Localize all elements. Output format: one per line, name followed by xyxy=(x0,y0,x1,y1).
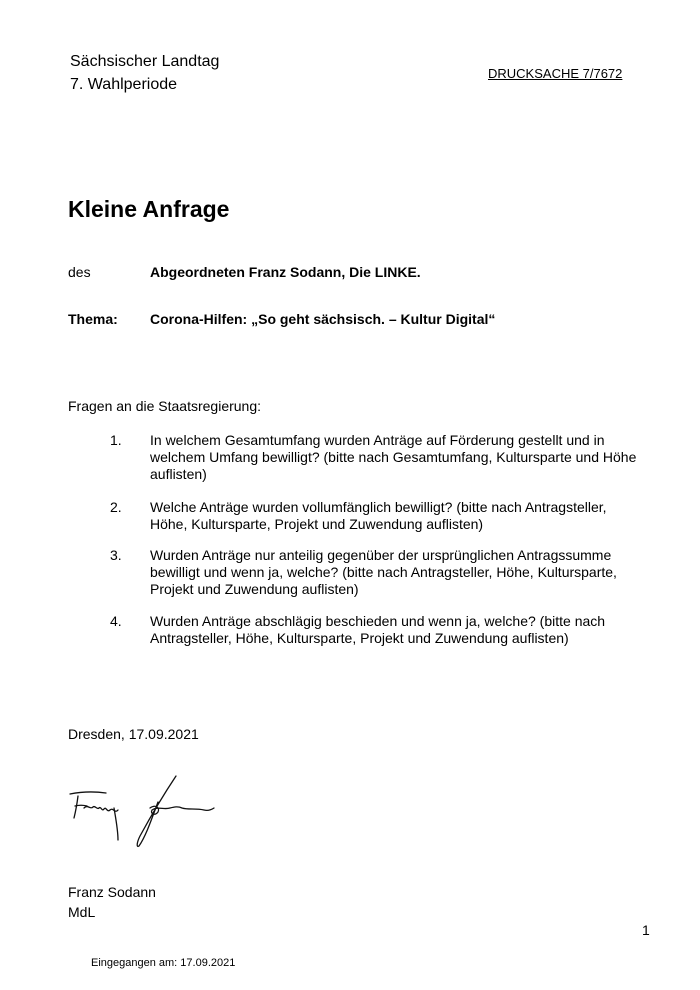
signature-image xyxy=(66,774,226,854)
question-line: Antragsteller, Höhe, Kultursparte, Projekt und Zuwendung auflisten) xyxy=(150,630,569,646)
question-line: welchem Umfang bewilligt? (bitte nach Gesamtumfang, Kultursparte und Höhe xyxy=(150,449,637,465)
question-line: Wurden Anträge nur anteilig gegenüber der ursprünglichen Antragssumme xyxy=(150,547,612,563)
header-period: 7. Wahlperiode xyxy=(70,76,178,93)
document-title: Kleine Anfrage xyxy=(68,196,230,222)
question-line: Welche Anträge wurden vollumfänglich bewilligt? (bitte nach Antragsteller, xyxy=(150,499,607,515)
des-value: Abgeordneten Franz Sodann, Die LINKE. xyxy=(150,264,421,280)
page-number: 1 xyxy=(642,922,650,938)
signer-role: MdL xyxy=(68,904,96,920)
header-parliament: Sächsischer Landtag xyxy=(70,53,220,70)
question-line: bewilligt und wenn ja, welche? (bitte nach Antragsteller, Höhe, Kultursparte, xyxy=(150,564,617,580)
question-number: 3. xyxy=(110,547,122,563)
question-text xyxy=(150,613,650,647)
question-line: Projekt und Zuwendung auflisten) xyxy=(150,581,359,597)
question-line: Höhe, Kultursparte, Projekt und Zuwendung auflisten) xyxy=(150,516,484,532)
question-number: 1. xyxy=(110,432,122,448)
question-text xyxy=(150,547,650,598)
question-line: Wurden Anträge abschlägig beschieden und wenn ja, welche? (bitte nach xyxy=(150,613,606,629)
question-text xyxy=(150,499,650,533)
signer-name: Franz Sodann xyxy=(68,884,156,900)
question-line: auflisten) xyxy=(150,466,207,482)
question-number: 4. xyxy=(110,613,122,629)
des-label: des xyxy=(68,264,91,280)
question-number: 2. xyxy=(110,499,122,515)
thema-label: Thema: xyxy=(68,311,118,327)
question-line: In welchem Gesamtumfang wurden Anträge auf Förderung gestellt und in xyxy=(150,432,605,448)
thema-value: Corona-Hilfen: „So geht sächsisch. – Kultur Digital“ xyxy=(150,311,496,327)
received-stamp: Eingegangen am: 17.09.2021 xyxy=(91,957,236,969)
questions-intro: Fragen an die Staatsregierung: xyxy=(68,398,262,414)
place-date: Dresden, 17.09.2021 xyxy=(68,726,199,742)
drucksache-number: DRUCKSACHE 7/7672 xyxy=(488,66,623,81)
question-text xyxy=(150,432,650,483)
